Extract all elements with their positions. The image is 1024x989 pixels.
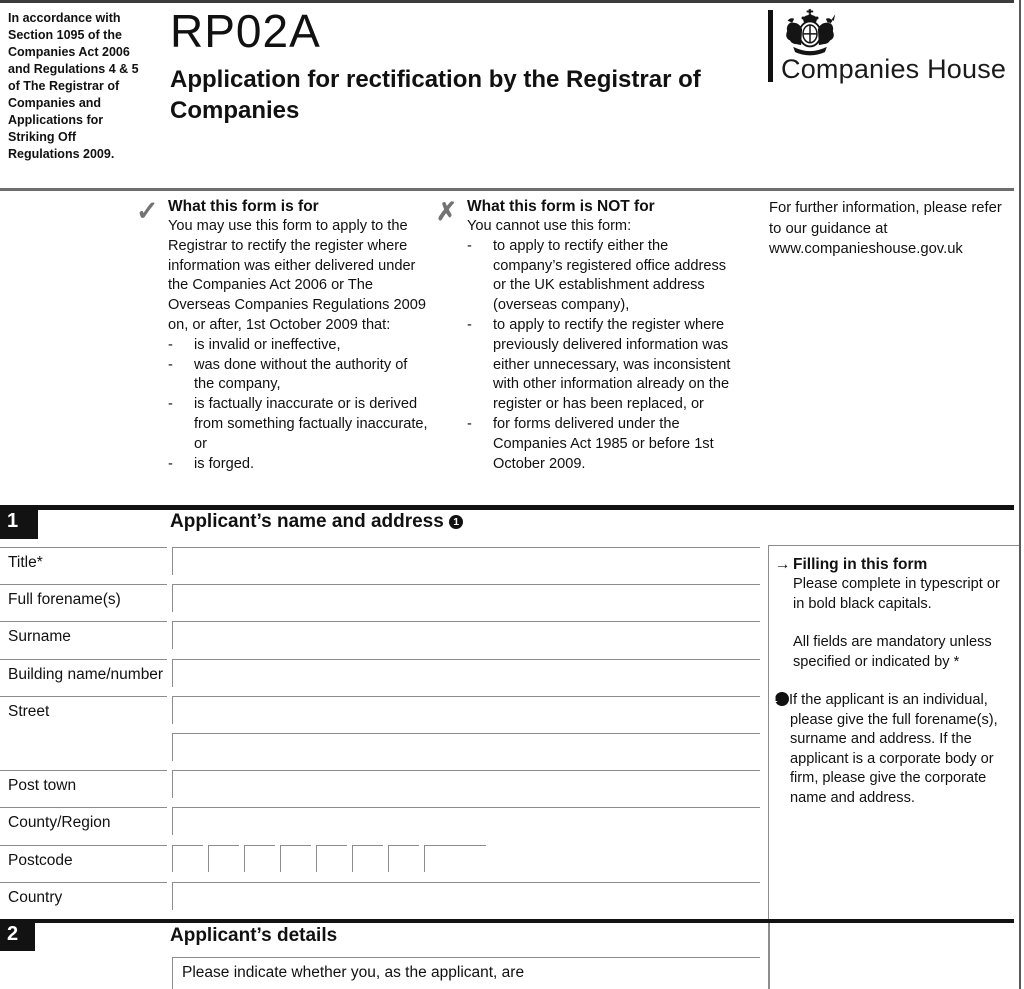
logo-divider-bar — [768, 10, 773, 82]
sidebar-para1: Please complete in typescript or in bold black capitals. — [793, 576, 1000, 612]
bullet-item: - to apply to rectify either the company’s registered office address or the UK establishment address (overseas company), — [467, 237, 727, 314]
field-input[interactable] — [172, 621, 760, 649]
legal-note: In accordance with Section 1095 of the Companies Act 2006 and Regulations 4 & 5 of The Registrar of Companies and Applications for Striking Off Regulations 2009. — [8, 11, 139, 161]
section1-number: 1 — [0, 510, 38, 539]
not-for-text: You cannot use this form: — [467, 218, 632, 234]
not-for-bullet-list — [467, 237, 739, 475]
field-input[interactable] — [172, 547, 760, 575]
applicant-details-question: Please indicate whether you, as the applicant, are — [182, 964, 525, 981]
field-input[interactable] — [172, 770, 760, 798]
section2-number: 2 — [0, 923, 35, 951]
not-for-heading: What this form is NOT for — [467, 198, 655, 215]
field-label-rule — [0, 807, 167, 808]
postcode-cell[interactable] — [316, 845, 347, 872]
bullet-item: - is factually inaccurate or is derived from something factually inaccurate, or — [168, 396, 428, 452]
bullet-item: - to apply to rectify the register where previously delivered information was either unnecessary, was inconsistent with other information already on the register or has been replaced, or — [467, 316, 731, 413]
sidebar-note — [771, 691, 1015, 808]
field-label-rule — [0, 547, 167, 548]
note-marker-icon: 1 — [775, 692, 789, 706]
section1-bar — [0, 505, 1014, 510]
bullet-item: - is invalid or ineffective, — [168, 336, 341, 353]
section1-heading-text: Applicant’s name and address — [170, 511, 444, 532]
field-label-rule — [0, 659, 167, 660]
field-label-rule — [0, 770, 167, 771]
what-form-is-not-for-column — [467, 198, 739, 474]
field-input[interactable] — [172, 882, 760, 910]
field-input[interactable] — [172, 659, 760, 687]
filling-in-this-form-panel — [768, 545, 1019, 919]
field-input[interactable] — [172, 696, 760, 724]
note-marker-icon: 1 — [449, 515, 463, 529]
postcode-cell[interactable] — [280, 845, 311, 872]
postcode-cells — [172, 845, 491, 877]
sidebar-note-text: If the applicant is an individual, please give the full forename(s), surname and address. If the applicant is a corporate body or firm, please give the corporate name and address. — [789, 692, 998, 806]
section2-heading: Applicant’s details — [170, 925, 338, 946]
field-label: Full forename(s) — [8, 591, 121, 609]
bullet-item: - was done without the authority of the company, — [168, 356, 408, 393]
field-input[interactable] — [172, 584, 760, 612]
for-heading: What this form is for — [168, 198, 319, 215]
section1-heading — [170, 511, 463, 533]
form-code: RP02A — [170, 5, 321, 57]
cross-icon: ✗ — [436, 198, 457, 226]
field-label: Street — [8, 702, 50, 720]
postcode-cell[interactable] — [388, 845, 419, 872]
section2-sidebar-rule — [768, 923, 770, 989]
for-text: You may use this form to apply to the Registrar to rectify the register where information was either delivered under the Companies Act 2006 or The Overseas Companies Regulations 2009 on, or after, 1st October 2009 that: — [168, 218, 426, 333]
postcode-cell[interactable] — [172, 845, 203, 872]
further-information-note: For further information, please refer to our guidance at www.companieshouse.gov.uk — [769, 200, 1002, 257]
field-label-rule — [0, 584, 167, 585]
page-top-rule — [0, 0, 1014, 3]
companies-house-logo — [768, 8, 1018, 86]
field-input[interactable] — [172, 807, 760, 835]
field-label: Title* — [8, 554, 43, 571]
bullet-item: - for forms delivered under the Companies Act 1985 or before 1st October 2009. — [467, 415, 714, 472]
header-divider — [0, 188, 1014, 191]
postcode-cell[interactable] — [352, 845, 383, 872]
field-label-rule — [0, 845, 167, 846]
arrow-icon: → — [775, 556, 791, 573]
field-label: Postcode — [8, 851, 73, 869]
field-label-rule — [0, 621, 167, 622]
section2-bar — [0, 919, 1014, 924]
field-label: County/Region — [8, 814, 111, 832]
field-label-rule — [0, 882, 167, 883]
what-form-is-for-column — [168, 198, 430, 474]
logo-text: Companies House — [781, 54, 1007, 84]
field-label: Post town — [8, 777, 77, 795]
field-label: Surname — [8, 628, 71, 646]
bullet-item: - is forged. — [168, 455, 255, 472]
form-title: Application for rectification by the Registrar of Companies — [170, 66, 701, 125]
postcode-cell[interactable] — [424, 845, 486, 872]
field-input[interactable] — [172, 733, 760, 761]
sidebar-para2: All fields are mandatory unless specified or indicated by * — [793, 634, 992, 670]
field-label: Building name/number — [8, 665, 164, 683]
sidebar-heading: Filling in this form — [793, 556, 928, 573]
check-icon: ✓ — [136, 196, 159, 226]
field-label: Country — [8, 888, 63, 906]
for-bullet-list — [168, 336, 430, 475]
postcode-cell[interactable] — [244, 845, 275, 872]
postcode-cell[interactable] — [208, 845, 239, 872]
applicant-details-question-box[interactable] — [172, 957, 760, 989]
field-label-rule — [0, 696, 167, 697]
